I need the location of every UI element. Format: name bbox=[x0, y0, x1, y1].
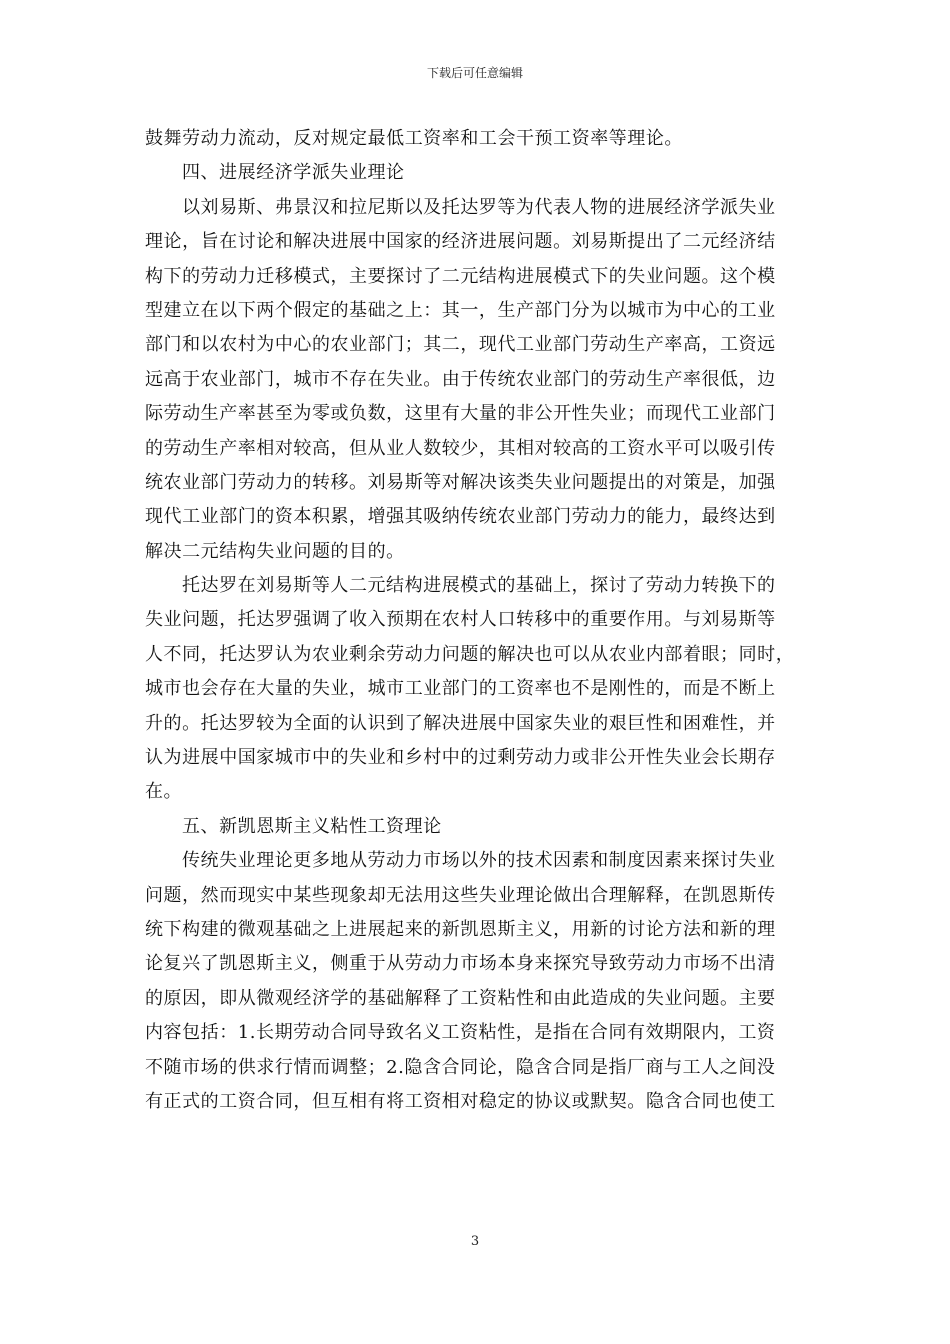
text-line: 现代工业部门的资本积累，增强其吸纳传统农业部门劳动力的能力，最终达到 bbox=[145, 506, 776, 528]
text-line: 有正式的工资合同，但互相有将工资相对稳定的协议或默契。隐含合同也使工 bbox=[145, 1090, 776, 1112]
text-line: 论复兴了凯恩斯主义，侧重于从劳动力市场本身来探究导致劳动力市场不出清 bbox=[145, 953, 776, 975]
text-line: 人不同，托达罗认为农业剩余劳动力问题的解决也可以从农业内部着眼；同时， bbox=[145, 643, 795, 665]
text-line: 五、新凯恩斯主义粘性工资理论 bbox=[182, 815, 442, 837]
text-line: 内容包括：1.长期劳动合同导致名义工资粘性，是指在合同有效期限内，工资 bbox=[145, 1022, 776, 1044]
text-line: 统下构建的微观基础之上进展起来的新凯恩斯主义，用新的讨论方法和新的理 bbox=[145, 918, 776, 940]
text-line: 托达罗在刘易斯等人二元结构进展模式的基础上，探讨了劳动力转换下的 bbox=[182, 575, 776, 597]
text-line: 不随市场的供求行情而调整；2.隐含合同论，隐含合同是指厂商与工人之间没 bbox=[145, 1056, 776, 1078]
text-line: 部门和以农村为中心的农业部门；其二，现代工业部门劳动生产率高，工资远 bbox=[145, 334, 776, 356]
text-line: 问题，然而现实中某些现象却无法用这些失业理论做出合理解释，在凯恩斯传 bbox=[145, 884, 776, 906]
text-line: 城市也会存在大量的失业，城市工业部门的工资率也不是刚性的，而是不断上 bbox=[145, 678, 776, 700]
text-line: 际劳动生产率甚至为零或负数，这里有大量的非公开性失业；而现代工业部门 bbox=[145, 403, 776, 425]
text-line: 升的。托达罗较为全面的认识到了解决进展中国家失业的艰巨性和困难性，并 bbox=[145, 712, 776, 734]
text-line: 理论，旨在讨论和解决进展中国家的经济进展问题。刘易斯提出了二元经济结 bbox=[145, 231, 776, 253]
text-line: 构下的劳动力迁移模式，主要探讨了二元结构进展模式下的失业问题。这个模 bbox=[145, 265, 776, 287]
text-line: 在。 bbox=[145, 781, 183, 803]
text-line: 失业问题，托达罗强调了收入预期在农村人口转移中的重要作用。与刘易斯等 bbox=[145, 609, 776, 631]
text-line: 型建立在以下两个假定的基础之上：其一，生产部门分为以城市为中心的工业 bbox=[145, 299, 776, 321]
text-line: 认为进展中国家城市中的失业和乡村中的过剩劳动力或非公开性失业会长期存 bbox=[145, 747, 776, 769]
document-body bbox=[145, 122, 810, 1119]
text-line: 以刘易斯、弗景汉和拉尼斯以及托达罗等为代表人物的进展经济学派失业 bbox=[182, 196, 776, 218]
text-line: 鼓舞劳动力流动，反对规定最低工资率和工会干预工资率等理论。 bbox=[145, 128, 683, 149]
text-line: 的原因，即从微观经济学的基础解释了工资粘性和由此造成的失业问题。主要 bbox=[145, 987, 776, 1009]
text-line: 远高于农业部门，城市不存在失业。由于传统农业部门的劳动生产率很低，边 bbox=[145, 368, 776, 390]
page-header: 下载后可任意编辑 bbox=[426, 66, 523, 80]
text-line: 解决二元结构失业问题的目的。 bbox=[145, 540, 405, 562]
text-line: 传统失业理论更多地从劳动力市场以外的技术因素和制度因素来探讨失业 bbox=[182, 850, 776, 872]
page-number: 3 bbox=[470, 1234, 480, 1249]
text-line: 的劳动生产率相对较高，但从业人数较少，其相对较高的工资水平可以吸引传 bbox=[145, 437, 776, 459]
text-line: 统农业部门劳动力的转移。刘易斯等对解决该类失业问题提出的对策是，加强 bbox=[145, 471, 776, 493]
text-line: 四、进展经济学派失业理论 bbox=[182, 162, 405, 184]
